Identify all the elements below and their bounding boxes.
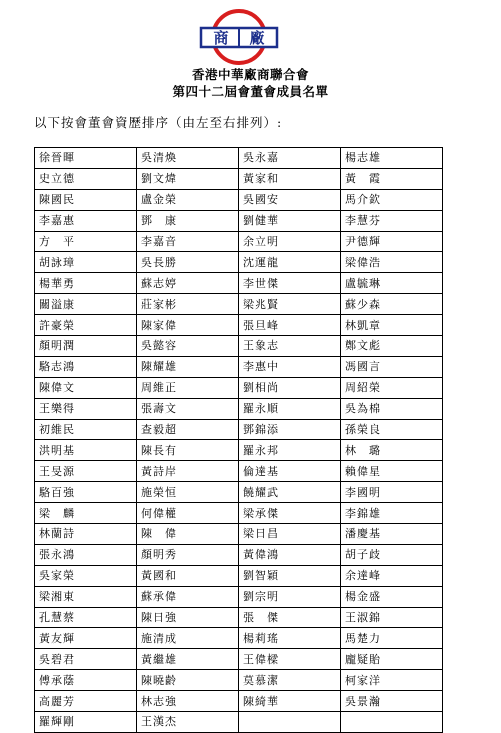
member-name-cell: 羅輝剛 bbox=[35, 712, 137, 733]
member-name-cell: 馮國言 bbox=[341, 356, 443, 377]
table-row bbox=[35, 503, 443, 524]
member-name-cell: 周紹榮 bbox=[341, 377, 443, 398]
member-name-cell: 柯家洋 bbox=[341, 670, 443, 691]
table-row bbox=[35, 398, 443, 419]
member-name-cell: 盧毓琳 bbox=[341, 273, 443, 294]
member-name-cell: 吳家榮 bbox=[35, 565, 137, 586]
table-row bbox=[35, 315, 443, 336]
member-name-cell: 查毅超 bbox=[137, 419, 239, 440]
table-row bbox=[35, 294, 443, 315]
member-name-cell: 梁偉浩 bbox=[341, 252, 443, 273]
table-row bbox=[35, 628, 443, 649]
member-name-cell: 王偉樑 bbox=[239, 649, 341, 670]
member-table bbox=[34, 147, 443, 733]
member-name-cell: 余達峰 bbox=[341, 565, 443, 586]
member-name-cell: 梁湘東 bbox=[35, 586, 137, 607]
table-row bbox=[35, 210, 443, 231]
member-name-cell: 孔慧蔡 bbox=[35, 607, 137, 628]
member-name-cell: 林蘭詩 bbox=[35, 524, 137, 545]
member-name-cell: 莫慕潔 bbox=[239, 670, 341, 691]
member-name-cell: 劉宗明 bbox=[239, 586, 341, 607]
member-name-cell: 蘇志婷 bbox=[137, 273, 239, 294]
member-name-cell: 梁兆賢 bbox=[239, 294, 341, 315]
member-name-cell: 史立德 bbox=[35, 168, 137, 189]
member-name-cell: 李錦雄 bbox=[341, 503, 443, 524]
member-name-cell: 王旻源 bbox=[35, 461, 137, 482]
member-name-cell: 林志強 bbox=[137, 691, 239, 712]
member-name-cell: 劉健華 bbox=[239, 210, 341, 231]
member-name-cell: 施清成 bbox=[137, 628, 239, 649]
member-name-cell: 王漢杰 bbox=[137, 712, 239, 733]
table-row bbox=[35, 461, 443, 482]
member-name-cell: 賴偉星 bbox=[341, 461, 443, 482]
table-row bbox=[35, 670, 443, 691]
table-row bbox=[35, 586, 443, 607]
logo-char-right: 廠 bbox=[249, 29, 265, 47]
member-name-cell: 施榮恒 bbox=[137, 482, 239, 503]
member-name-cell: 梁 麟 bbox=[35, 503, 137, 524]
member-name-cell: 劉智穎 bbox=[239, 565, 341, 586]
member-name-cell: 楊莉瑤 bbox=[239, 628, 341, 649]
member-name-cell: 黃詩岸 bbox=[137, 461, 239, 482]
member-name-cell: 吳國安 bbox=[239, 189, 341, 210]
table-row bbox=[35, 691, 443, 712]
member-name-cell: 王淑錦 bbox=[341, 607, 443, 628]
member-name-cell: 梁日昌 bbox=[239, 524, 341, 545]
member-name-cell: 李慧芬 bbox=[341, 210, 443, 231]
member-name-cell: 李嘉音 bbox=[137, 231, 239, 252]
member-name-cell: 楊華勇 bbox=[35, 273, 137, 294]
member-name-cell: 林 璐 bbox=[341, 440, 443, 461]
member-name-cell: 黃偉鴻 bbox=[239, 544, 341, 565]
member-name-cell: 倫達基 bbox=[239, 461, 341, 482]
member-name-cell: 鄭文彪 bbox=[341, 336, 443, 357]
member-name-cell bbox=[341, 712, 443, 733]
member-name-cell: 沈運龍 bbox=[239, 252, 341, 273]
member-name-cell: 李嘉惠 bbox=[35, 210, 137, 231]
member-name-cell: 黃 霞 bbox=[341, 168, 443, 189]
member-name-cell: 梁承傑 bbox=[239, 503, 341, 524]
member-name-cell: 黃家和 bbox=[239, 168, 341, 189]
table-row bbox=[35, 356, 443, 377]
member-name-cell: 吳永嘉 bbox=[239, 148, 341, 169]
member-name-cell: 吳景瀚 bbox=[341, 691, 443, 712]
member-name-cell: 陳綺華 bbox=[239, 691, 341, 712]
association-title: 香港中華廠商聯合會 bbox=[191, 67, 309, 82]
member-name-cell: 李世傑 bbox=[239, 273, 341, 294]
member-name-cell: 胡詠璋 bbox=[35, 252, 137, 273]
member-name-cell: 關溢康 bbox=[35, 294, 137, 315]
committee-title: 第四十二屆會董會成員名單 bbox=[172, 84, 329, 99]
member-name-cell: 傅承蔭 bbox=[35, 670, 137, 691]
table-row bbox=[35, 712, 443, 733]
member-name-cell: 陳國民 bbox=[35, 189, 137, 210]
member-name-cell: 黃友輝 bbox=[35, 628, 137, 649]
member-name-cell: 劉文煒 bbox=[137, 168, 239, 189]
member-name-cell: 周維正 bbox=[137, 377, 239, 398]
member-name-cell: 張永鴻 bbox=[35, 544, 137, 565]
member-name-cell: 顏明秀 bbox=[137, 544, 239, 565]
table-row bbox=[35, 252, 443, 273]
member-name-cell: 李國明 bbox=[341, 482, 443, 503]
member-name-cell: 鄧錦添 bbox=[239, 419, 341, 440]
member-name-cell: 羅永邦 bbox=[239, 440, 341, 461]
member-name-cell: 張 傑 bbox=[239, 607, 341, 628]
member-name-cell: 顏明潤 bbox=[35, 336, 137, 357]
member-name-cell: 劉相尚 bbox=[239, 377, 341, 398]
member-name-cell: 莊家彬 bbox=[137, 294, 239, 315]
member-name-cell: 方 平 bbox=[35, 231, 137, 252]
table-row bbox=[35, 377, 443, 398]
member-name-cell: 陳長有 bbox=[137, 440, 239, 461]
table-row bbox=[35, 544, 443, 565]
table-row bbox=[35, 231, 443, 252]
member-name-cell: 吳清煥 bbox=[137, 148, 239, 169]
member-name-cell: 楊金盛 bbox=[341, 586, 443, 607]
ordering-note: 以下按會董會資歷排序（由左至右排列）: bbox=[34, 115, 283, 130]
member-name-cell bbox=[239, 712, 341, 733]
member-name-cell: 蘇承偉 bbox=[137, 586, 239, 607]
member-name-cell: 鄧 康 bbox=[137, 210, 239, 231]
member-name-cell: 許豪榮 bbox=[35, 315, 137, 336]
member-name-cell: 初維民 bbox=[35, 419, 137, 440]
member-name-cell: 盧金榮 bbox=[137, 189, 239, 210]
member-name-cell: 陳日強 bbox=[137, 607, 239, 628]
table-row bbox=[35, 336, 443, 357]
member-name-cell: 吳為棉 bbox=[341, 398, 443, 419]
member-name-cell: 蘇少森 bbox=[341, 294, 443, 315]
member-name-cell: 陳 偉 bbox=[137, 524, 239, 545]
table-row bbox=[35, 482, 443, 503]
member-name-cell: 駱百強 bbox=[35, 482, 137, 503]
member-name-cell: 張旦峰 bbox=[239, 315, 341, 336]
table-row bbox=[35, 440, 443, 461]
member-name-cell: 吳長勝 bbox=[137, 252, 239, 273]
member-name-cell: 尹德輝 bbox=[341, 231, 443, 252]
table-row bbox=[35, 148, 443, 169]
member-name-cell: 余立明 bbox=[239, 231, 341, 252]
member-name-cell: 王象志 bbox=[239, 336, 341, 357]
member-name-cell: 羅永順 bbox=[239, 398, 341, 419]
table-row bbox=[35, 524, 443, 545]
member-name-cell: 潘慶基 bbox=[341, 524, 443, 545]
table-row bbox=[35, 168, 443, 189]
member-name-cell: 高麗芳 bbox=[35, 691, 137, 712]
member-name-cell: 孫榮良 bbox=[341, 419, 443, 440]
member-name-cell: 洪明基 bbox=[35, 440, 137, 461]
member-name-cell: 吳碧君 bbox=[35, 649, 137, 670]
member-name-cell: 馬介欽 bbox=[341, 189, 443, 210]
member-name-cell: 吳懿容 bbox=[137, 336, 239, 357]
member-name-cell: 陳偉文 bbox=[35, 377, 137, 398]
member-name-cell: 黃繼雄 bbox=[137, 649, 239, 670]
member-name-cell: 陳曉齡 bbox=[137, 670, 239, 691]
member-name-cell: 王樂得 bbox=[35, 398, 137, 419]
table-row bbox=[35, 607, 443, 628]
member-name-cell: 馬楚力 bbox=[341, 628, 443, 649]
member-name-cell: 黃國和 bbox=[137, 565, 239, 586]
member-name-cell: 李惠中 bbox=[239, 356, 341, 377]
table-row bbox=[35, 565, 443, 586]
table-row bbox=[35, 189, 443, 210]
table-row bbox=[35, 649, 443, 670]
member-name-cell: 楊志雄 bbox=[341, 148, 443, 169]
member-name-cell: 陳家偉 bbox=[137, 315, 239, 336]
member-name-cell: 駱志鴻 bbox=[35, 356, 137, 377]
member-name-cell: 饒耀武 bbox=[239, 482, 341, 503]
member-name-cell: 胡子歧 bbox=[341, 544, 443, 565]
member-name-cell: 何偉權 bbox=[137, 503, 239, 524]
table-row bbox=[35, 419, 443, 440]
association-logo bbox=[193, 8, 285, 66]
member-name-cell: 林凱章 bbox=[341, 315, 443, 336]
table-row bbox=[35, 273, 443, 294]
member-name-cell: 張壽文 bbox=[137, 398, 239, 419]
member-name-cell: 徐晉暉 bbox=[35, 148, 137, 169]
logo-char-left: 商 bbox=[213, 29, 229, 47]
member-name-cell: 陳耀雄 bbox=[137, 356, 239, 377]
member-name-cell: 龐疑貽 bbox=[341, 649, 443, 670]
